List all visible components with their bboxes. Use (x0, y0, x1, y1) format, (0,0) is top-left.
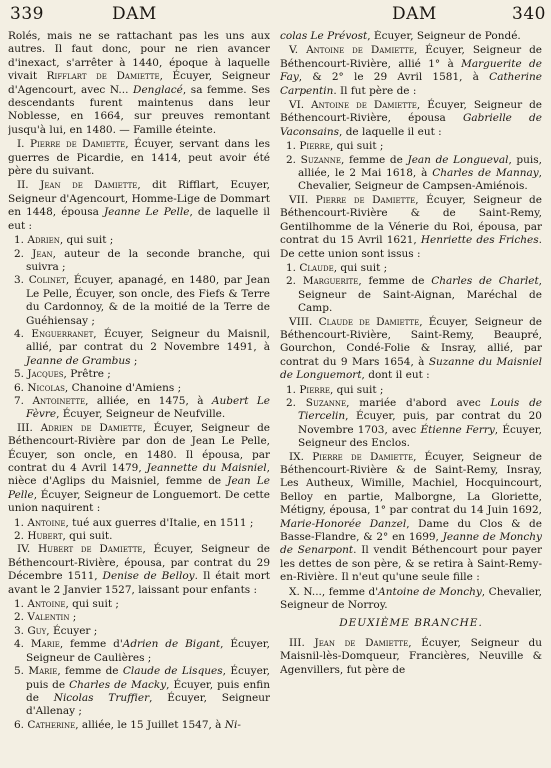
right_column-list-item: 1. Pierre, qui suit ; (286, 383, 384, 396)
right_column-paragraph: VII. Pierre de Damiette, Écuyer, Seigneur de Béthencourt-Rivière & de Saint-Remy, Gentilhomme de la Vénerie du Roi, épousa, par contrat du 15 Avril 1621, Henriette des Friches. De cette union sont issus : (280, 193, 542, 260)
left_column-list-item: 5. Marie, femme de Claude de Lisques, Écuyer, puis de Charles de Macky, Écuyer, puis enfin de Nicolas Truffier, Écuyer, Seigneur d'Allenay ; (14, 665, 270, 718)
left_column-list-item: 5. Jacques, Prêtre ; (14, 368, 111, 381)
left_column-list-item: 3. Guy, Écuyer ; (14, 624, 98, 637)
right_column-list-item: 2. Suzanne, femme de Jean de Longueval, puis, alliée, le 2 Mai 1618, à Charles de Mannay, Chevalier, Seigneur de Campsen-Amiénois. (286, 153, 542, 193)
right_column-paragraph: colas Le Prévost, Écuyer, Seigneur de Pondé. (280, 30, 521, 42)
left_column-list-item: 3. Colinet, Écuyer, apanagé, en 1480, par Jean Le Pelle, Écuyer, son oncle, des Fiefs & Terre du Cardonnoy, & de la moitié de la Terre de Guéhiensay ; (14, 274, 270, 327)
left_column-paragraph: IV. Hubert de Damiette, Écuyer, Seigneur de Béthencourt-Rivière, épousa, par contrat du 29 Décembre 1511, Denise de Belloy. Il était mort avant le 2 Janvier 1527, laissant pour enfants : (8, 543, 270, 596)
right-running-title: DAM (392, 4, 437, 24)
left_column-list-item: 2. Valentin ; (14, 611, 77, 624)
section-heading: DEUXIÈME BRANCHE. (339, 617, 483, 630)
left_column-list-item: 1. Adrien, qui suit ; (14, 234, 114, 247)
left_column-paragraph: II. Jean de Damiette, dit Rifflart, Ecuyer, Seigneur d'Agencourt, Homme-Lige de Dommart en 1448, épousa Jeanne Le Pelle, de laquelle il eut : (8, 179, 270, 232)
right_column-list-item: 2. Suzanne, mariée d'abord avec Louis de Tiercelin, Écuyer, puis, par contrat du 20 Novembre 1703, avec Étienne Ferry, Écuyer, Seigneur des Enclos. (286, 396, 542, 450)
right_column-paragraph: X. N..., femme d'Antoine de Monchy, Chevalier, Seigneur de Norroy. (280, 585, 542, 612)
right_column-paragraph: IX. Pierre de Damiette, Écuyer, Seigneur de Béthencourt-Rivière & de Saint-Remy, Insray, Les Autheux, Wimille, Machiel, Hocquincourt, Belloy en partie, Malborgne, La Gloriette, Métigny, épousa, 1° par contrat du 14 Juin 1692, Marie-Honorée Danzel, Dame du Clos & de Basse-Flandre, & 2° en 1699, Jeanne de Monchy de Senarpont. Il vendit Béthencourt pour payer les dettes de son père, & se retira à Saint-Remy-en-Rivière. Il n'eut qu'une seule fille : (280, 450, 542, 584)
left_column-list-item: 1. Antoine, qui suit ; (14, 598, 119, 611)
left_column-paragraph: I. Pierre de Damiette, Écuyer, servant dans les guerres de Picardie, en 1414, peut avoir été père du suivant. (8, 138, 270, 178)
right_column-paragraph: V. Antoine de Damiette, Écuyer, Seigneur de Béthencourt-Rivière, allié 1° à Marguerite de Fay, & 2° le 29 Avril 1581, à Catherine Carpentin. Il fut père de : (280, 44, 542, 97)
right_column-paragraph: VIII. Claude de Damiette, Écuyer, Seigneur de Béthencourt-Rivière, Saint-Remy, Beaupré, Gourchon, Condé-Folie & Insray, allié, par contrat du 9 Mars 1654, à Suzanne du Maisniel de Longuemort, dont il eut : (280, 315, 542, 382)
left-page-number: 339 (10, 4, 44, 24)
left_column-paragraph: III. Adrien de Damiette, Écuyer, Seigneur de Béthencourt-Rivière par don de Jean Le Pelle, Écuyer, son oncle, en 1480. Il épousa, par contrat du 4 Avril 1479, Jeannette du Maisniel, nièce d'Aglips du Maisniel, femme de Jean Le Pelle, Écuyer, Seigneur de Longuemort. De cette union naquirent : (8, 421, 270, 515)
right_column-list-item: 1. Claude, qui suit ; (286, 261, 388, 274)
left_column-list-item: 7. Antoinette, alliée, en 1475, à Aubert Le Fèvre, Écuyer, Seigneur de Neufville. (14, 394, 270, 421)
left_column-list-item: 2. Hubert, qui suit. (14, 530, 113, 543)
right-text-column (280, 30, 542, 768)
left-running-title: DAM (112, 4, 157, 24)
right_column-paragraph: VI. Antoine de Damiette, Écuyer, Seigneur de Béthencourt-Rivière, épousa Gabrielle de Vaconsains, de laquelle il eut : (280, 99, 542, 138)
left_column-list-item: 6. Nicolas, Chanoine d'Amiens ; (14, 381, 182, 394)
left_column-list-item: 6. Catherine, alliée, le 15 Juillet 1547, à Ni- (14, 718, 241, 731)
left_column-paragraph: Rolés, mais ne se rattachant pas les uns aux autres. Il faut donc, pour ne rien avancer d'inexact, s'arrêter à 1440, époque à laquelle vivait Rifflart de Damiette, Écuyer, Seigneur d'Agencourt, avec N... Denglacé, sa femme. Ses descendants furent maintenus dans leur Noblesse, en 1664, sur preuves remontant jusqu'à lui, en 1480. — Famille éteinte. (8, 30, 270, 136)
right_column-list-item: 1. Pierre, qui suit ; (286, 140, 384, 153)
right_column-paragraph: III. Jean de Damiette, Écuyer, Seigneur du Maisnil-lès-Domqueur, Francières, Neuville & Agenvillers, fut père de (280, 636, 542, 676)
left_column-list-item: 4. Marie, femme d'Adrien de Bigant, Écuyer, Seigneur de Caulières ; (14, 638, 270, 664)
right_column-list-item: 2. Marguerite, femme de Charles de Charlet, Seigneur de Saint-Aignan, Maréchal de Camp. (286, 275, 542, 315)
left-text-column (8, 30, 270, 768)
right-page-number: 340 (512, 4, 546, 24)
left_column-list-item: 2. Jean, auteur de la seconde branche, qui suivra ; (14, 247, 270, 273)
left_column-list-item: 4. Enguerranet, Écuyer, Seigneur du Maisnil, allié, par contrat du 2 Novembre 1491, à Jeanne de Grambus ; (14, 327, 270, 367)
left_column-list-item: 1. Antoine, tué aux guerres d'Italie, en 1511 ; (14, 516, 254, 529)
